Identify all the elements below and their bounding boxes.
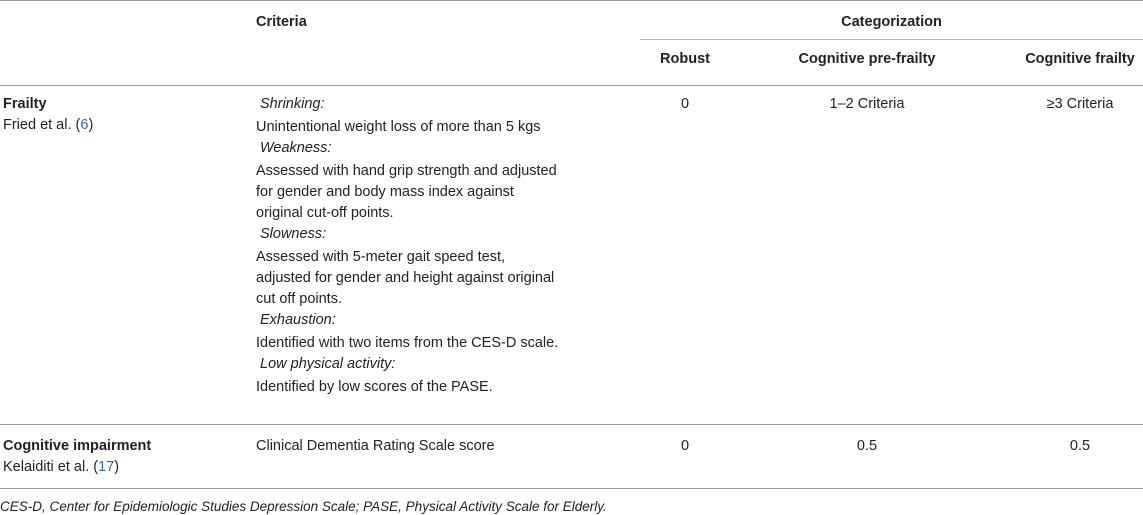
header-frailty: Cognitive frailty bbox=[1025, 51, 1135, 67]
header-pre-frailty: Cognitive pre-frailty bbox=[798, 51, 936, 67]
table-footnote: CES-D, Center for Epidemiologic Studies Depression Scale; PASE, Physical Activity Scale for Elderly. bbox=[0, 499, 607, 514]
row-cognitive-citation: Kelaiditi et al. (17) bbox=[3, 459, 120, 475]
header-categorization: Categorization bbox=[841, 14, 942, 30]
table-bottom-rule bbox=[0, 488, 1143, 489]
citation-link[interactable]: 6 bbox=[80, 117, 89, 133]
frailty-pre-frailty-value: 1–2 Criteria bbox=[829, 96, 905, 112]
top-rule bbox=[0, 0, 1143, 1]
frailty-frailty-value: ≥3 Criteria bbox=[1046, 96, 1114, 112]
citation-link[interactable]: 17 bbox=[98, 459, 115, 475]
cognitive-frailty-value: 0.5 bbox=[1069, 438, 1091, 454]
categorization-rule bbox=[640, 39, 1143, 40]
header-criteria: Criteria bbox=[256, 14, 307, 30]
row-cognitive-name: Cognitive impairment bbox=[3, 438, 152, 454]
row-frailty-citation: Fried et al. (6) bbox=[3, 117, 94, 133]
criterion-exhaustion: Exhaustion: Identified with two items from the CES-D scale. bbox=[256, 312, 559, 351]
row-frailty-name: Frailty bbox=[3, 96, 47, 112]
row-divider bbox=[0, 424, 1143, 425]
cognitive-robust-value: 0 bbox=[680, 438, 690, 454]
criterion-weakness: Weakness: Assessed with hand grip strength and adjusted for gender and body mass index against original cut-off points. bbox=[256, 140, 557, 221]
frailty-criteria-list bbox=[256, 96, 586, 400]
criterion-low-physical-activity: Low physical activity: Identified by low scores of the PASE. bbox=[256, 356, 493, 395]
header-robust: Robust bbox=[660, 51, 710, 67]
frailty-robust-value: 0 bbox=[680, 96, 690, 112]
header-bottom-rule bbox=[0, 85, 1143, 86]
cognitive-criteria: Clinical Dementia Rating Scale score bbox=[256, 438, 495, 454]
cognitive-pre-frailty-value: 0.5 bbox=[856, 438, 878, 454]
criterion-slowness: Slowness: Assessed with 5-meter gait speed test, adjusted for gender and height against original cut off points. bbox=[256, 226, 555, 307]
criterion-shrinking: Shrinking: Unintentional weight loss of more than 5 kgs bbox=[256, 96, 541, 135]
